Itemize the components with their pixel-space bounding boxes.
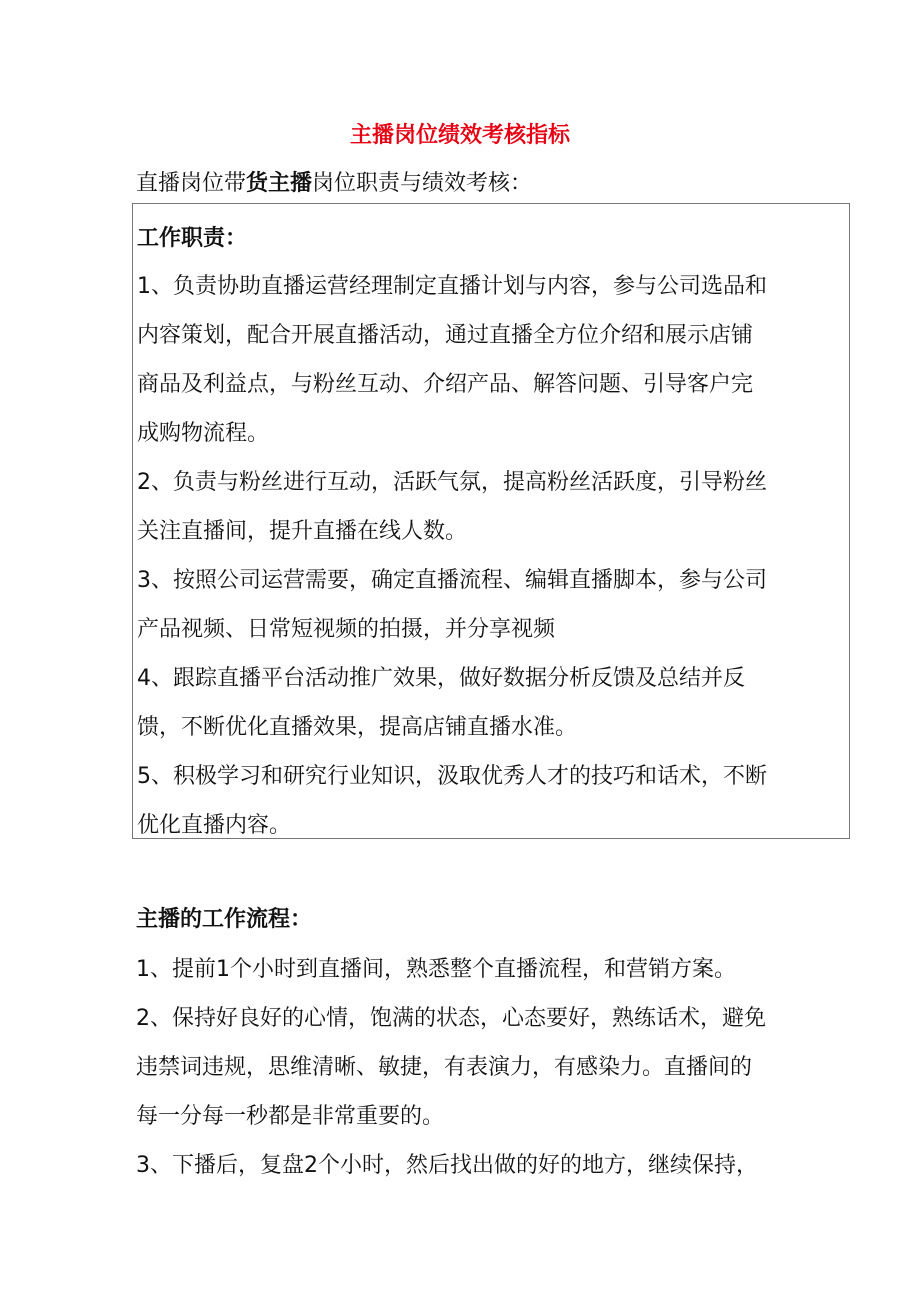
workflow-item-2-line-1: 2、保持好良好的心情，饱满的状态，心态要好，熟练话术，避免	[136, 1006, 766, 1031]
workflow-item-3-line-1: 3、下播后，复盘2个小时，然后找出做的好的地方，继续保持，	[136, 1153, 758, 1178]
intro-bold-text: 货主播	[246, 171, 313, 196]
workflow-item-1-line-1: 1、提前1个小时到直播间，熟悉整个直播流程，和营销方案。	[136, 957, 736, 982]
duties-heading: 工作职责：	[137, 226, 248, 251]
duty-item-1-line-4: 成购物流程。	[137, 421, 270, 446]
duty-item-4-line-2: 馈，不断优化直播效果，提高店铺直播水准。	[137, 715, 578, 740]
workflow-item-2	[136, 994, 850, 1141]
workflow-heading: 主播的工作流程：	[136, 907, 313, 932]
workflow-item-3	[136, 1141, 850, 1190]
page-title: 主播岗位绩效考核指标	[349, 123, 570, 148]
workflow-item-1	[136, 945, 850, 994]
duty-item-1	[137, 262, 847, 458]
duty-item-1-line-1: 1、负责协助直播运营经理制定直播计划与内容，参与公司选品和	[137, 274, 767, 299]
duty-item-1-line-2: 内容策划，配合开展直播活动，通过直播全方位介绍和展示店铺	[137, 323, 754, 348]
duty-item-4-line-1: 4、跟踪直播平台活动推广效果，做好数据分析反馈及总结并反	[137, 666, 745, 691]
workflow-item-2-line-3: 每一分每一秒都是非常重要的。	[136, 1104, 445, 1129]
duty-item-4	[137, 654, 847, 752]
duty-item-5	[137, 752, 847, 850]
duty-item-3-line-2: 产品视频、日常短视频的拍摄，并分享视频	[137, 617, 556, 642]
duty-item-3-line-1: 3、按照公司运营需要，确定直播流程、编辑直播脚本，参与公司	[137, 568, 767, 593]
duty-item-2-line-1: 2、负责与粉丝进行互动，活跃气氛，提高粉丝活跃度，引导粉丝	[137, 470, 767, 495]
duty-item-5-line-2: 优化直播内容。	[137, 813, 292, 838]
intro-suffix: 岗位职责与绩效考核：	[312, 171, 533, 196]
intro-line	[136, 166, 532, 202]
intro-prefix: 直播岗位带	[136, 171, 247, 196]
duty-item-5-line-1: 5、积极学习和研究行业知识，汲取优秀人才的技巧和话术，不断	[137, 764, 767, 789]
duty-item-3	[137, 556, 847, 654]
duties-box	[132, 203, 850, 839]
duty-item-2	[137, 458, 847, 556]
duty-item-2-line-2: 关注直播间，提升直播在线人数。	[137, 519, 468, 544]
duty-item-1-line-3: 商品及利益点，与粉丝互动、介绍产品、解答问题、引导客户完	[137, 372, 754, 397]
workflow-item-2-line-2: 违禁词违规，思维清晰、敏捷，有表演力，有感染力。直播间的	[136, 1055, 753, 1080]
